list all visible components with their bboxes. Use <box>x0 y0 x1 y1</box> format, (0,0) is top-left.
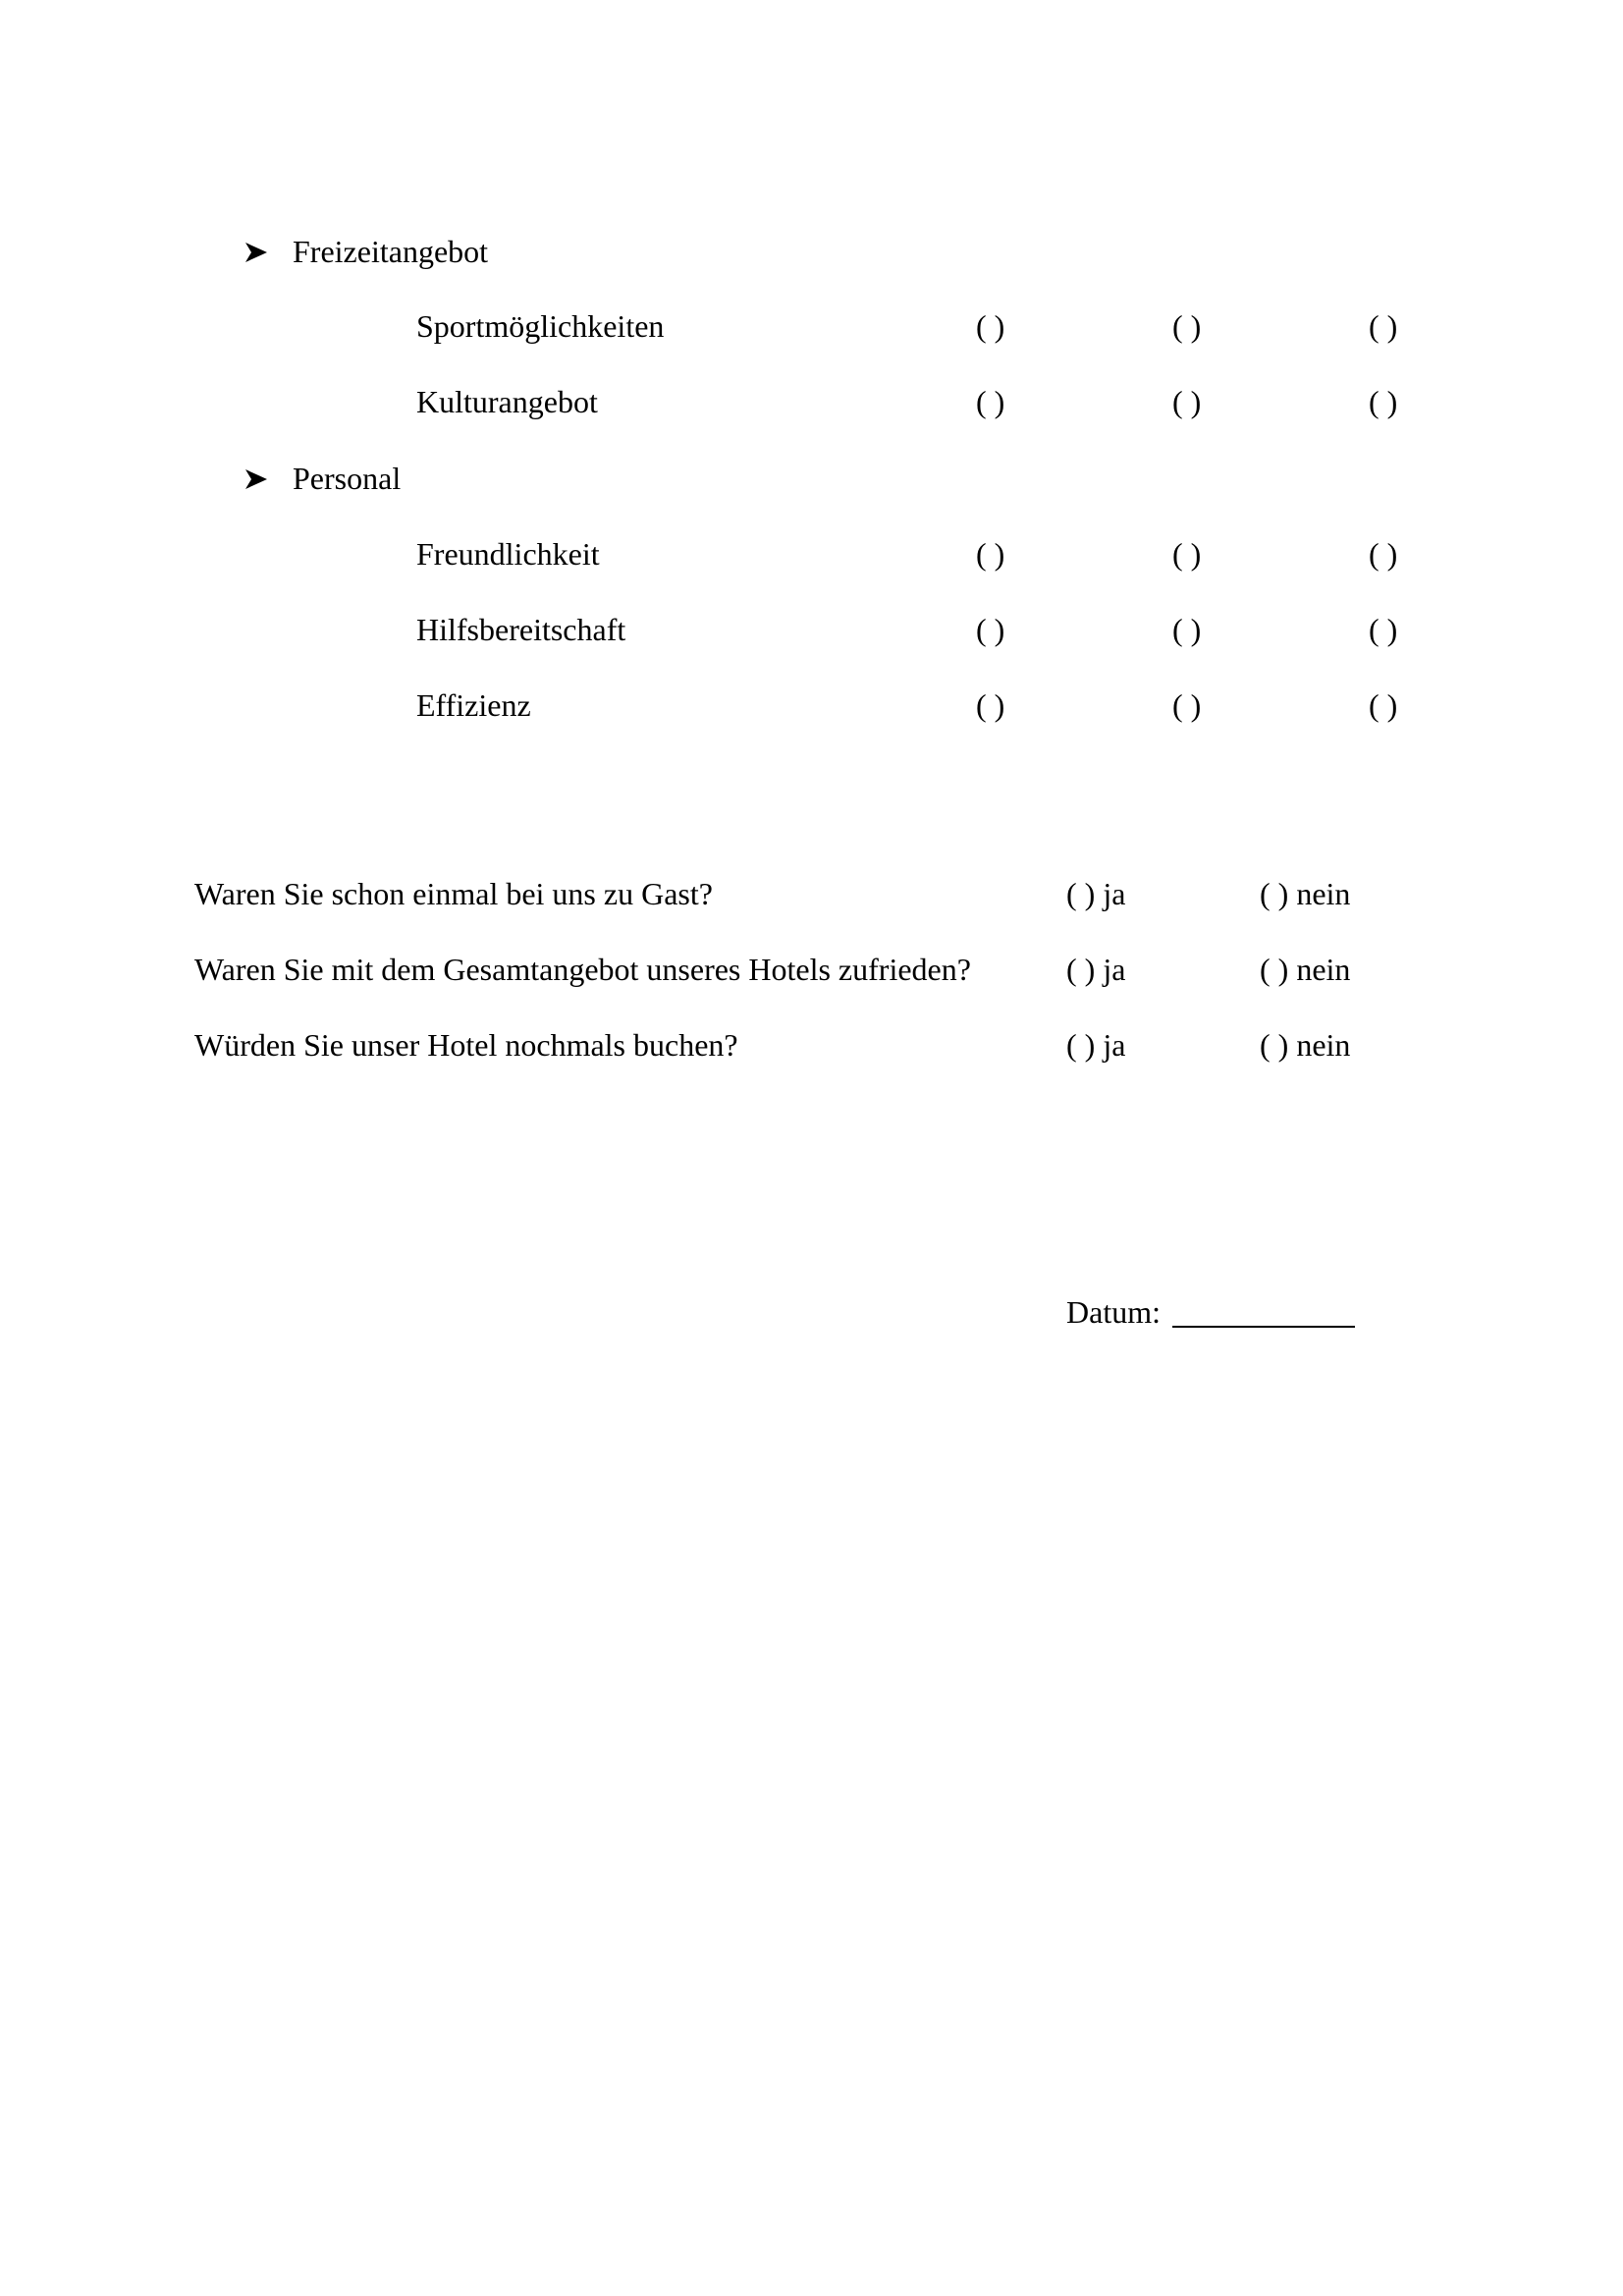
answer-no-option[interactable]: ( ) nein <box>1260 876 1351 911</box>
question-text: Waren Sie mit dem Gesamtangebot unseres Hotels zufrieden? <box>194 952 971 987</box>
answer-yes-option[interactable]: ( ) ja <box>1066 952 1126 987</box>
section-heading-personal: Personal <box>293 461 402 496</box>
item-label-freundlichkeit: Freundlichkeit <box>416 536 600 572</box>
rating-option-3[interactable]: ( ) <box>1369 308 1398 344</box>
arrow-bullet-icon <box>243 240 269 265</box>
arrow-bullet-icon <box>243 466 269 492</box>
answer-yes-option[interactable]: ( ) ja <box>1066 876 1126 911</box>
date-label: Datum: <box>1066 1294 1161 1330</box>
rating-option-2[interactable]: ( ) <box>1172 612 1202 647</box>
rating-option-3[interactable]: ( ) <box>1369 536 1398 572</box>
answer-yes-option[interactable]: ( ) ja <box>1066 1027 1126 1063</box>
rating-option-3[interactable]: ( ) <box>1369 384 1398 419</box>
rating-option-3[interactable]: ( ) <box>1369 687 1398 723</box>
rating-option-3[interactable]: ( ) <box>1369 612 1398 647</box>
rating-option-1[interactable]: ( ) <box>976 536 1005 572</box>
item-label-hilfsbereitschaft: Hilfsbereitschaft <box>416 612 626 647</box>
rating-option-2[interactable]: ( ) <box>1172 536 1202 572</box>
rating-option-1[interactable]: ( ) <box>976 612 1005 647</box>
answer-no-option[interactable]: ( ) nein <box>1260 952 1351 987</box>
rating-option-1[interactable]: ( ) <box>976 687 1005 723</box>
question-text: Waren Sie schon einmal bei uns zu Gast? <box>194 876 713 911</box>
rating-option-2[interactable]: ( ) <box>1172 687 1202 723</box>
section-heading-freizeitangebot: Freizeitangebot <box>293 234 489 269</box>
rating-option-1[interactable]: ( ) <box>976 384 1005 419</box>
rating-option-1[interactable]: ( ) <box>976 308 1005 344</box>
item-label-kulturangebot: Kulturangebot <box>416 384 598 419</box>
item-label-effizienz: Effizienz <box>416 687 531 723</box>
rating-option-2[interactable]: ( ) <box>1172 384 1202 419</box>
question-text: Würden Sie unser Hotel nochmals buchen? <box>194 1027 738 1063</box>
rating-option-2[interactable]: ( ) <box>1172 308 1202 344</box>
item-label-sportmoeglichkeiten: Sportmöglichkeiten <box>416 308 665 344</box>
answer-no-option[interactable]: ( ) nein <box>1260 1027 1351 1063</box>
date-input-line[interactable] <box>1172 1326 1355 1328</box>
